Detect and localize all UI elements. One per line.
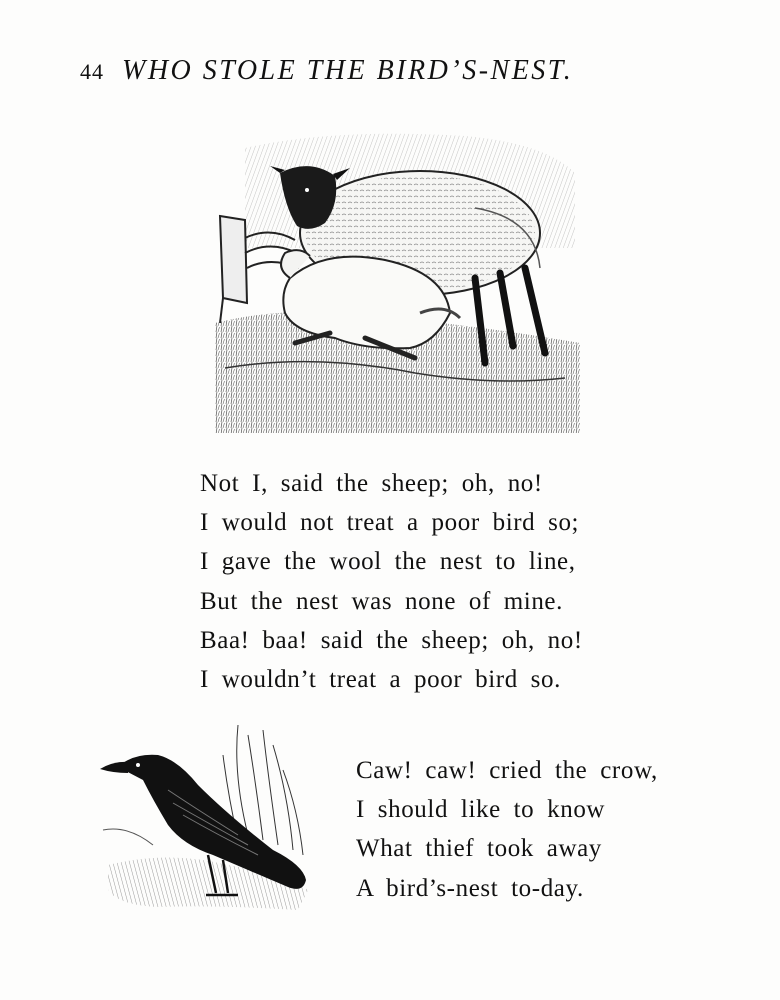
verse-line: I gave the wool the nest to line, [200,548,576,576]
running-title: WHO STOLE THE BIRD’S-NEST. [122,55,574,86]
sheep-and-lamb-illustration [215,128,580,433]
verse-line: I wouldn’t treat a poor bird so. [200,666,561,694]
verse-line: Not I, said the sheep; oh, no! [200,470,543,497]
stanza-sheep [200,464,583,699]
page-number: 44 [80,59,104,84]
verse-line: Baa! baa! said the sheep; oh, no! [200,626,583,654]
stanza-crow [356,751,658,908]
verse-line: Caw! caw! cried the crow, [356,757,658,784]
page-header [80,55,573,87]
verse-line: A bird’s-nest to-day. [356,874,584,902]
verse-line: I should like to know [356,796,606,824]
verse-line: But the nest was none of mine. [200,587,563,615]
verse-line: What thief took away [356,835,602,863]
crow-illustration [98,715,313,915]
verse-line: I would not treat a poor bird so; [200,509,580,537]
